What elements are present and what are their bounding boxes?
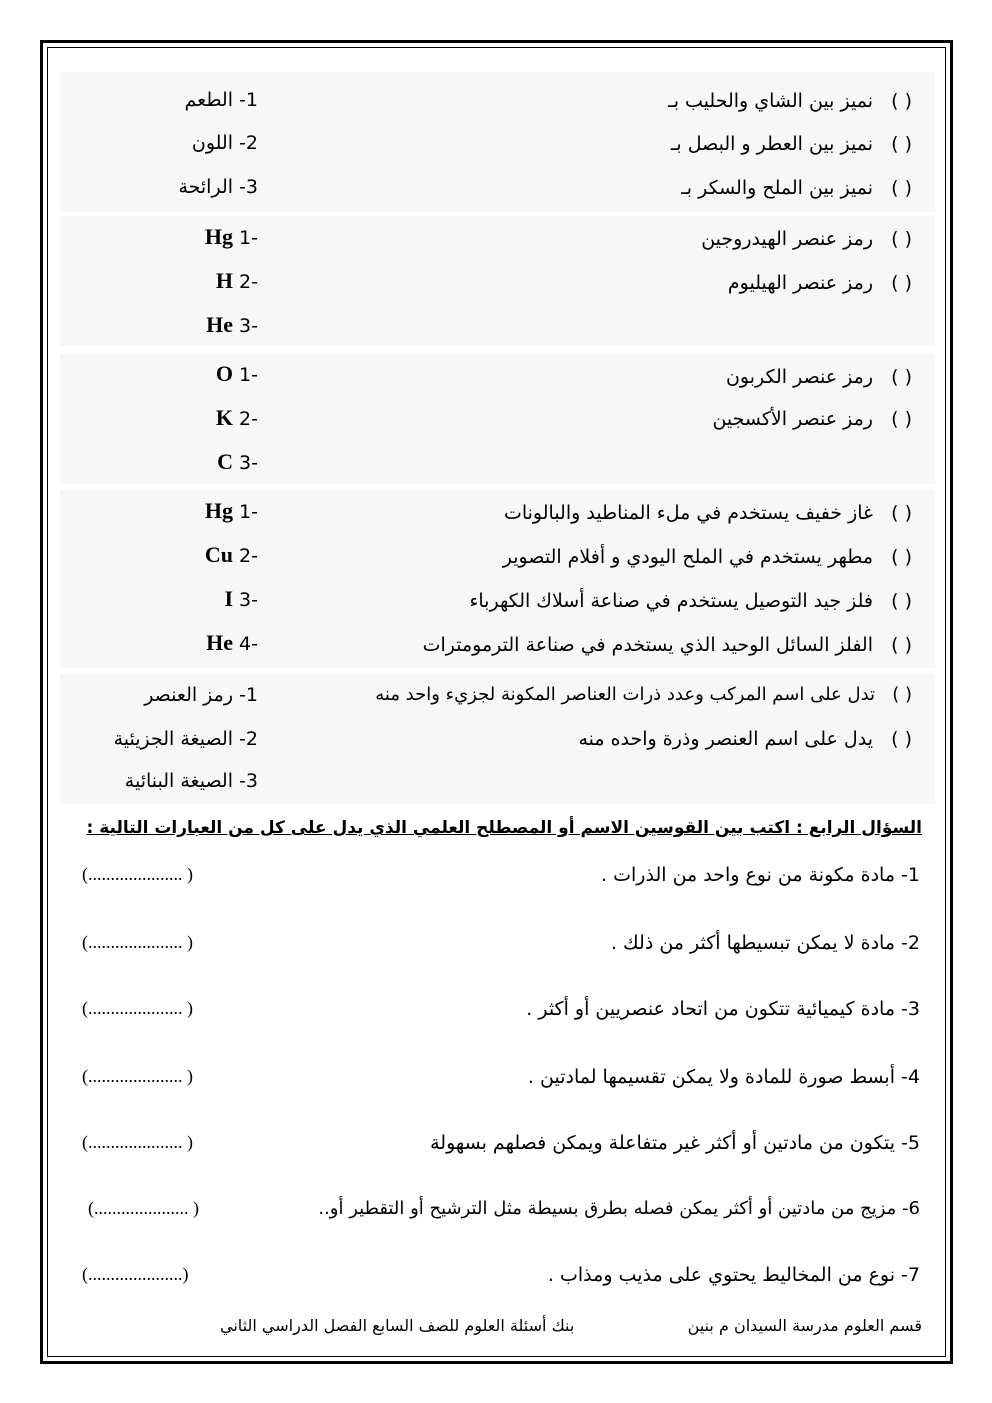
answer-blank[interactable]: (..................... ) — [82, 1066, 193, 1086]
item-text: غاز خفيف يستخدم في ملء المناطيد والبالونات — [503, 502, 873, 524]
answer-paren[interactable]: ( ) — [891, 634, 912, 656]
item-text: رمز عنصر الهيليوم — [727, 272, 873, 294]
option-symbol: Cu 2- — [204, 542, 258, 567]
matching-item — [423, 632, 912, 658]
matching-item — [503, 544, 912, 570]
item-text: نميز بين الملح والسكر بـ — [681, 177, 873, 199]
question-text: 5- يتكون من مادتين أو أكثر غير متفاعلة ويمكن فصلهم بسهولة — [430, 1132, 920, 1154]
matching-item — [726, 364, 912, 390]
question-text: 2- مادة لا يمكن تبسيطها أكثر من ذلك . — [610, 932, 920, 954]
option-symbol: C 3- — [217, 449, 258, 474]
question-text: 4- أبسط صورة للمادة ولا يمكن تقسيمها لمادتين . — [527, 1066, 920, 1088]
answer-paren[interactable]: ( ) — [891, 590, 912, 612]
option-label: 1- الطعم — [184, 89, 258, 111]
question-text: 1- مادة مكونة من نوع واحد من الذرات . — [601, 864, 920, 886]
option-label: 1- رمز العنصر — [144, 684, 258, 706]
option-symbol: Hg 1- — [204, 224, 258, 249]
matching-item — [469, 588, 912, 614]
answer-blank[interactable]: (..................... ) — [82, 998, 193, 1018]
answer-blank[interactable]: (..................... ) — [82, 932, 193, 952]
answer-blank[interactable]: (..................... ) — [88, 1198, 199, 1218]
answer-paren[interactable]: ( ) — [891, 366, 912, 388]
matching-item — [504, 500, 912, 526]
answer-paren[interactable]: ( ) — [891, 228, 912, 250]
item-text: يدل على اسم العنصر وذرة واحده منه — [578, 728, 873, 750]
section-heading: السؤال الرابع : اكتب بين القوسين الاسم أو المصطلح العلمي الذي يدل على كل من العبارات التالية : — [86, 818, 922, 838]
answer-paren[interactable]: ( ) — [891, 272, 912, 294]
option-label: 2- الصيغة الجزيئية — [113, 728, 258, 750]
answer-blank[interactable]: (..................... ) — [82, 1132, 193, 1152]
matching-item — [668, 88, 912, 114]
question-text: 7- نوع من المخاليط يحتوي على مذيب ومذاب . — [547, 1264, 920, 1286]
option-label: 3- الصيغة البنائية — [124, 770, 258, 792]
footer-title: بنك أسئلة العلوم للصف السابع الفصل الدراسي الثاني — [220, 1316, 575, 1335]
item-text: رمز عنصر الأكسجين — [712, 408, 873, 430]
matching-item — [728, 270, 912, 296]
matching-item — [701, 226, 912, 252]
option-symbol: H 2- — [215, 268, 258, 293]
option-label: 2- اللون — [191, 132, 258, 154]
item-text: تدل على اسم المركب وعدد ذرات العناصر المكونة لجزيء واحد منه — [375, 684, 876, 705]
answer-paren[interactable]: ( ) — [891, 408, 912, 430]
option-symbol: K 2- — [215, 405, 258, 430]
option-symbol: He 3- — [206, 312, 258, 337]
option-symbol: O 1- — [215, 361, 258, 386]
item-text: نميز بين الشاي والحليب بـ — [668, 90, 873, 112]
option-label: 3- الرائحة — [178, 176, 258, 198]
matching-item — [375, 682, 912, 708]
matching-item — [671, 131, 912, 157]
question-text: 6- مزيج من مادتين أو أكثر يمكن فصله بطرق بسيطة مثل الترشيح أو التقطير أو.. — [318, 1198, 920, 1219]
answer-paren[interactable]: ( ) — [891, 90, 912, 112]
item-text: فلز جيد التوصيل يستخدم في صناعة أسلاك الكهرباء — [469, 590, 873, 612]
answer-blank[interactable]: (.....................) — [82, 1264, 189, 1284]
answer-paren[interactable]: ( ) — [891, 546, 912, 568]
question-text: 3- مادة كيميائية تتكون من اتحاد عنصريين أو أكثر . — [526, 998, 920, 1020]
option-symbol: He 4- — [206, 630, 258, 655]
answer-paren[interactable]: ( ) — [891, 502, 912, 524]
answer-paren[interactable]: ( ) — [891, 728, 912, 750]
option-symbol: Hg 1- — [204, 498, 258, 523]
item-text: رمز عنصر الهيدروجين — [701, 228, 873, 250]
matching-item — [578, 726, 912, 752]
item-text: الفلز السائل الوحيد الذي يستخدم في صناعة الترمومترات — [422, 634, 873, 656]
item-text: نميز بين العطر و البصل بـ — [670, 133, 873, 155]
answer-paren[interactable]: ( ) — [892, 684, 912, 705]
answer-blank[interactable]: (..................... ) — [82, 864, 193, 884]
matching-item — [712, 406, 912, 432]
matching-item — [681, 175, 912, 201]
item-text: مطهر يستخدم في الملح اليودي و أفلام التصوير — [502, 546, 873, 568]
option-symbol: I 3- — [224, 586, 258, 611]
footer-school: قسم العلوم مدرسة السيدان م بنين — [687, 1316, 922, 1335]
answer-paren[interactable]: ( ) — [891, 177, 912, 199]
item-text: رمز عنصر الكربون — [725, 366, 873, 388]
answer-paren[interactable]: ( ) — [891, 133, 912, 155]
